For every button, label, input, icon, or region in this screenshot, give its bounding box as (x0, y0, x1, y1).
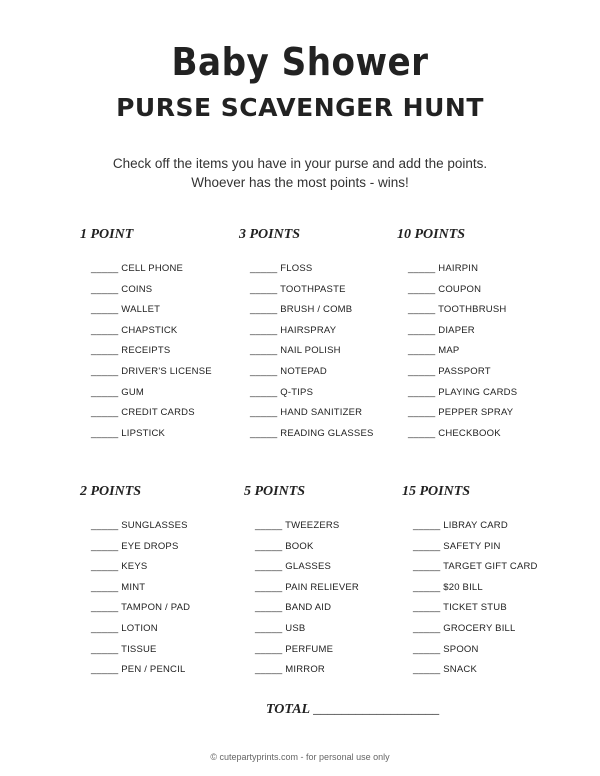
list-item: _____ FLOSS (250, 263, 313, 274)
section-15-points (402, 482, 538, 681)
section-heading: 3 POINTS (239, 227, 301, 242)
list-item: _____ GUM (91, 386, 145, 398)
page-subtitle: PURSE SCAVENGER HUNT (116, 93, 484, 122)
section-heading: 1 POINT (80, 227, 134, 242)
list-item: _____ $20 BILL (413, 581, 483, 593)
instructions-line-2: Whoever has the most points - wins! (191, 175, 409, 190)
list-item: _____ NAIL POLISH (250, 345, 341, 357)
list-item: _____ LOTION (91, 622, 158, 634)
list-item: _____ RECEIPTS (91, 345, 171, 357)
list-item: _____ LIBRAY CARD (413, 520, 508, 531)
list-item: _____ DRIVER'S LICENSE (91, 365, 212, 377)
list-item: _____ TOOTHBRUSH (408, 304, 507, 316)
list-item: _____ TARGET GIFT CARD (413, 561, 538, 573)
list-item: _____ CREDIT CARDS (91, 407, 195, 419)
list-item: _____ DIAPER (408, 324, 475, 336)
list-item: _____ CELL PHONE (91, 263, 184, 274)
item-list (402, 516, 538, 681)
section-heading: 15 POINTS (402, 484, 471, 499)
list-item: _____ TAMPON / PAD (91, 602, 191, 614)
section-1-point (80, 225, 212, 444)
section-heading: 5 POINTS (244, 484, 306, 499)
list-item: _____ MINT (91, 581, 146, 593)
list-item: _____ CHECKBOOK (408, 427, 501, 439)
list-item: _____ GROCERY BILL (413, 622, 516, 634)
copyright-footer: © cutepartyprints.com - for personal use only (210, 752, 390, 762)
list-item: _____ KEYS (91, 561, 148, 573)
list-item: _____ BRUSH / COMB (250, 304, 353, 316)
list-item: _____ TOOTHPASTE (250, 283, 346, 295)
instructions (0, 154, 600, 192)
list-item: _____ SNACK (413, 664, 477, 676)
list-item: _____ LIPSTICK (91, 427, 166, 439)
list-item: _____ SUNGLASSES (91, 520, 188, 531)
list-item: _____ TICKET STUB (413, 602, 507, 614)
list-item: _____ SAFETY PIN (413, 540, 501, 552)
list-item: _____ TISSUE (91, 643, 157, 655)
list-item: _____ HAIRPIN (408, 263, 479, 274)
item-list (244, 516, 359, 681)
page-title: Baby Shower (171, 40, 429, 84)
list-item: _____ PLAYING CARDS (408, 386, 518, 398)
list-item: _____ MAP (408, 345, 460, 357)
instructions-line-1: Check off the items you have in your purse and add the points. (112, 156, 488, 171)
list-item: _____ EYE DROPS (91, 540, 179, 552)
list-item: _____ PAIN RELIEVER (255, 581, 359, 593)
list-item: _____ SPOON (413, 643, 479, 655)
list-item: _____ HAND SANITIZER (250, 407, 363, 419)
item-list (80, 259, 212, 444)
section-5-points (244, 482, 359, 681)
list-item: _____ Q-TIPS (250, 386, 314, 398)
list-item: _____ WALLET (91, 304, 161, 316)
list-item: _____ COINS (91, 283, 153, 295)
list-item: _____ READING GLASSES (250, 427, 374, 439)
total-field (266, 702, 439, 718)
list-item: _____ USB (255, 622, 306, 634)
list-item: _____ PERFUME (255, 643, 334, 655)
list-item: _____ BOOK (255, 540, 314, 552)
list-item: _____ TWEEZERS (255, 520, 340, 531)
section-2-points (80, 482, 190, 681)
total-blank-line: __________________ (313, 702, 440, 717)
item-list (80, 516, 190, 681)
list-item: _____ PEPPER SPRAY (408, 407, 514, 419)
section-3-points (239, 225, 374, 444)
list-item: _____ HAIRSPRAY (250, 324, 337, 336)
section-10-points (397, 225, 517, 444)
item-list (397, 259, 517, 444)
total-label: TOTAL (266, 702, 310, 717)
list-item: _____ PASSPORT (408, 365, 491, 377)
section-heading: 10 POINTS (397, 227, 466, 242)
list-item: _____ COUPON (408, 283, 482, 295)
list-item: _____ BAND AID (255, 602, 332, 614)
section-heading: 2 POINTS (80, 484, 142, 499)
list-item: _____ MIRROR (255, 664, 325, 676)
list-item: _____ NOTEPAD (250, 365, 327, 377)
list-item: _____ PEN / PENCIL (91, 664, 186, 676)
list-item: _____ CHAPSTICK (91, 324, 178, 336)
list-item: _____ GLASSES (255, 561, 332, 573)
item-list (239, 259, 374, 444)
